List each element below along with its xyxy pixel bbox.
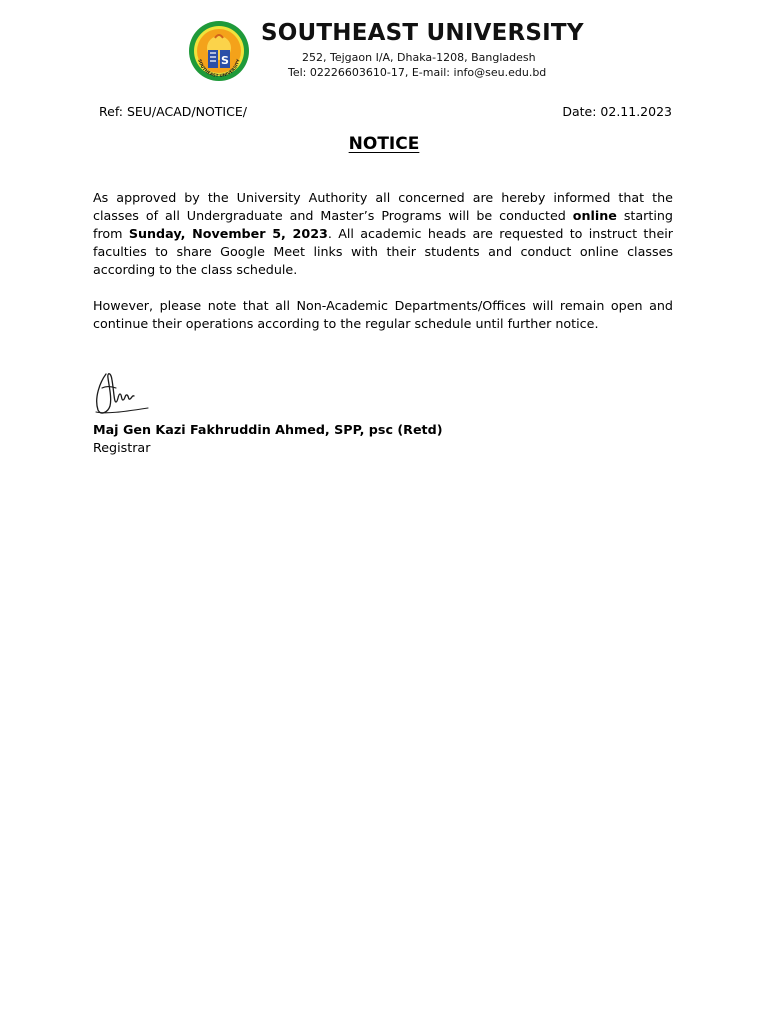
p1-text-b: starting from xyxy=(93,208,673,241)
signature-icon xyxy=(92,368,154,418)
university-name: SOUTHEAST UNIVERSITY xyxy=(261,20,584,46)
university-seal-icon xyxy=(188,20,250,82)
notice-body xyxy=(93,189,673,351)
university-address: 252, Tejgaon I/A, Dhaka-1208, Bangladesh xyxy=(302,51,536,64)
notice-date: Date: 02.11.2023 xyxy=(562,104,672,119)
university-contact: Tel: 02226603610-17, E-mail: info@seu.edu.bd xyxy=(288,66,547,79)
signatory-name: Maj Gen Kazi Fakhruddin Ahmed, SPP, psc (Retd) xyxy=(93,422,443,437)
p1-text-a: As approved by the University Authority all concerned are hereby informed that the classes of all Undergraduate and Master’s Programs will be conducted xyxy=(93,190,673,223)
svg-text:SOUTHEAST UNIVERSITY: SOUTHEAST UNIVERSITY xyxy=(197,58,241,79)
p1-bold-online: online xyxy=(572,208,617,223)
notice-paragraph-1 xyxy=(93,189,673,279)
notice-paragraph-2: However, please note that all Non-Academic Departments/Offices will remain open and continue their operations according to the regular schedule until further notice. xyxy=(93,298,673,331)
p1-bold-date: Sunday, November 5, 2023 xyxy=(128,226,328,241)
letterhead xyxy=(188,20,588,84)
signatory-title: Registrar xyxy=(93,440,151,455)
svg-text:S: S xyxy=(221,54,229,67)
p1-text-c: . All academic heads are requested to instruct their faculties to share Google Meet links with their students and conduct online classes according to the class schedule. xyxy=(93,226,673,277)
notice-title xyxy=(0,134,768,154)
notice-title-text: NOTICE xyxy=(348,134,420,154)
reference-number: Ref: SEU/ACAD/NOTICE/ xyxy=(99,104,247,119)
